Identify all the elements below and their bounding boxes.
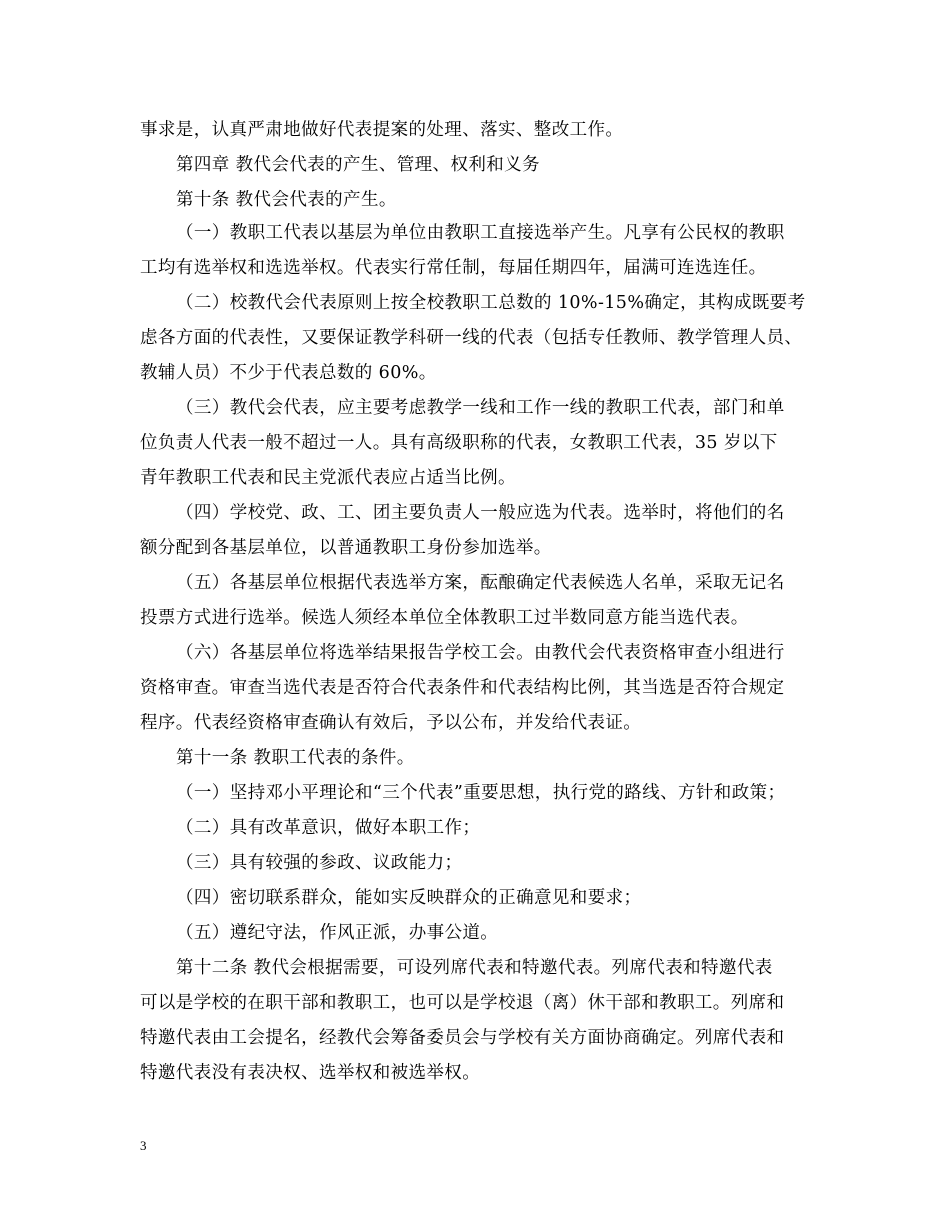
text-line: （四）密切联系群众，能如实反映群众的正确意见和要求； <box>176 888 642 908</box>
text-line: 特邀代表由工会提名，经教代会筹备委员会与学校有关方面协商确定。列席代表和 <box>140 1028 785 1048</box>
text-line: （一）坚持邓小平理论和“三个代表”重要思想，执行党的路线、方针和政策； <box>176 783 786 803</box>
text-line: （四）学校党、政、工、团主要负责人一般应选为代表。选举时，将他们的名 <box>176 503 785 523</box>
text-line: （五）遵纪守法，作风正派，办事公道。 <box>176 923 499 943</box>
article-heading: 第十二条 教代会根据需要，可设列席代表和特邀代表。列席代表和特邀代表 <box>176 958 773 978</box>
text-line: 程序。代表经资格审查确认有效后，予以公布，并发给代表证。 <box>140 713 642 733</box>
text-line: 事求是，认真严肃地做好代表提案的处理、落实、整改工作。 <box>140 120 624 140</box>
page-number: 3 <box>140 1138 147 1153</box>
text-line: 资格审查。审查当选代表是否符合代表条件和代表结构比例，其当选是否符合规定 <box>140 678 785 698</box>
text-line: 位负责人代表一般不超过一人。具有高级职称的代表，女教职工代表，35 岁以下 <box>140 433 778 453</box>
text-line: （六）各基层单位将选举结果报告学校工会。由教代会代表资格审查小组进行 <box>176 643 785 663</box>
text-line: （三）具有较强的参政、议政能力； <box>176 853 463 873</box>
text-line: 额分配到各基层单位，以普通教职工身份参加选举。 <box>140 538 552 558</box>
text-line: 青年教职工代表和民主党派代表应占适当比例。 <box>140 468 516 488</box>
text-line: 投票方式进行选举。候选人须经本单位全体教职工过半数同意方能当选代表。 <box>140 608 749 628</box>
text-line: （三）教代会代表，应主要考虑教学一线和工作一线的教职工代表，部门和单 <box>176 398 785 418</box>
text-line: （一）教职工代表以基层为单位由教职工直接选举产生。凡享有公民权的教职 <box>176 223 785 243</box>
text-line: 可以是学校的在职干部和教职工，也可以是学校退（离）休干部和教职工。列席和 <box>140 993 785 1013</box>
article-heading: 第十一条 教职工代表的条件。 <box>176 748 415 768</box>
text-line: 教辅人员）不少于代表总数的 60%。 <box>140 363 437 383</box>
text-line: （二）校教代会代表原则上按全校教职工总数的 10%-15%确定，其构成既要考 <box>176 293 806 313</box>
text-line: 虑各方面的代表性，又要保证教学科研一线的代表（包括专任教师、教学管理人员、 <box>140 328 803 348</box>
text-line: 工均有选举权和选选举权。代表实行常任制，每届任期四年，届满可连选连任。 <box>140 258 767 278</box>
chapter-heading: 第四章 教代会代表的产生、管理、权利和义务 <box>176 155 540 175</box>
text-line: （五）各基层单位根据代表选举方案，酝酿确定代表候选人名单，采取无记名 <box>176 573 785 593</box>
text-line: （二）具有改革意识，做好本职工作； <box>176 818 481 838</box>
text-line: 特邀代表没有表决权、选举权和被选举权。 <box>140 1063 481 1083</box>
article-heading: 第十条 教代会代表的产生。 <box>176 190 397 210</box>
